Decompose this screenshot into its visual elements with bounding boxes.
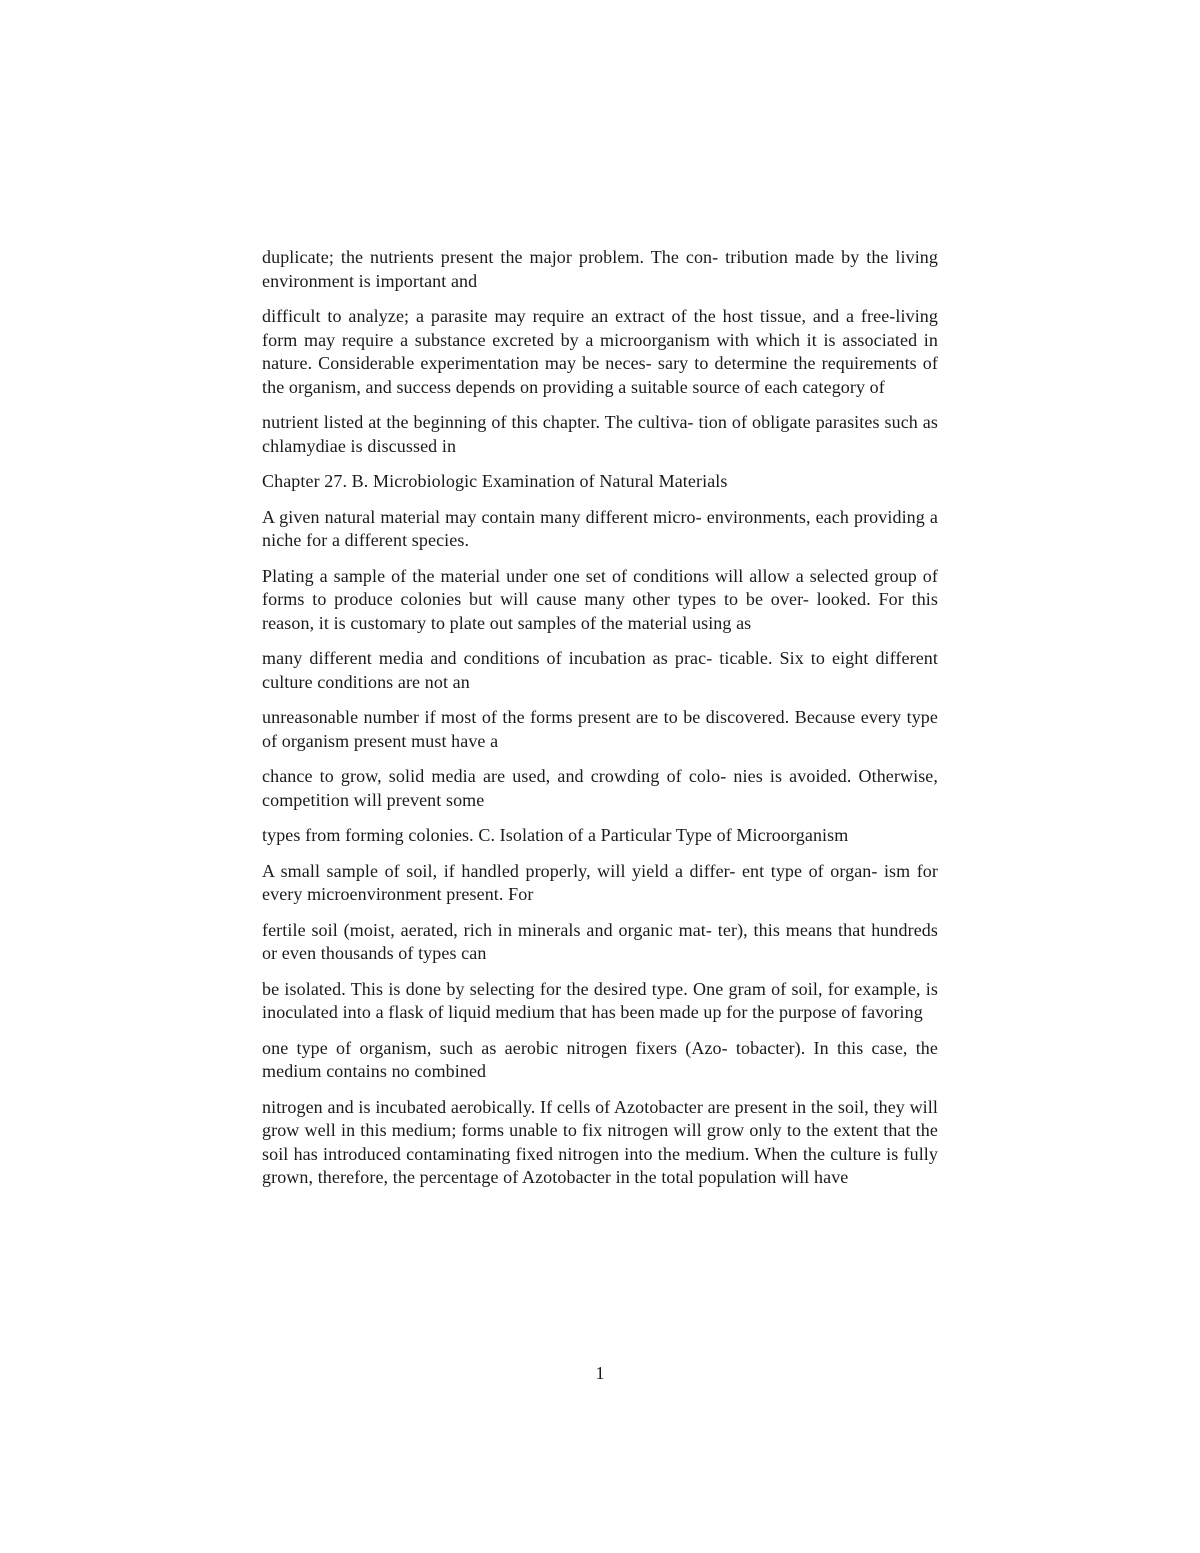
paragraph-6: Plating a sample of the material under one set of conditions will allow a selected group of forms to produce colonies but will cause many other types to be over- looked. For this reason, it is customary to plate out samples of the material using as — [262, 565, 938, 633]
paragraph-2: difficult to analyze; a parasite may require an extract of the host tissue, and a free-living form may require a substance excreted by a microorganism with which it is associated in nature. Considerable experimentation may be neces- sary to determine the requirements of the organism, and success depends on providing a suitable source of each category of — [262, 306, 938, 397]
body-text — [262, 246, 938, 1202]
paragraph-12: fertile soil (moist, aerated, rich in minerals and organic mat- ter), this means that hundreds or even thousands of types can — [262, 919, 938, 963]
paragraph-5: A given natural material may contain many different micro- environments, each providing a niche for a different species. — [262, 506, 938, 550]
paragraph-3: nutrient listed at the beginning of this chapter. The cultiva- tion of obligate parasites such as chlamydiae is discussed in — [262, 412, 938, 456]
paragraph-11: A small sample of soil, if handled properly, will yield a differ- ent type of organ- ism for every microenvironment present. For — [262, 860, 938, 904]
paragraph-1: duplicate; the nutrients present the major problem. The con- tribution made by the living environment is important and — [262, 247, 938, 291]
section-heading-c: types from forming colonies. C. Isolation of a Particular Type of Microorganism — [262, 825, 849, 845]
page-number: 1 — [595, 1363, 605, 1383]
section-heading-b: Chapter 27. B. Microbiologic Examination of Natural Materials — [262, 471, 728, 491]
paragraph-9: chance to grow, solid media are used, and crowding of colo- nies is avoided. Otherwise, competition will prevent some — [262, 766, 938, 810]
paragraph-7: many different media and conditions of incubation as prac- ticable. Six to eight different culture conditions are not an — [262, 648, 938, 692]
paragraph-8: unreasonable number if most of the forms present are to be discovered. Because every type of organism present must have a — [262, 707, 938, 751]
paragraph-14: one type of organism, such as aerobic nitrogen fixers (Azo- tobacter). In this case, the medium contains no combined — [262, 1037, 938, 1081]
paragraph-13: be isolated. This is done by selecting for the desired type. One gram of soil, for example, is inoculated into a flask of liquid medium that has been made up for the purpose of favoring — [262, 978, 938, 1022]
paragraph-15: nitrogen and is incubated aerobically. If cells of Azotobacter are present in the soil, they will grow well in this medium; forms unable to fix nitrogen will grow only to the extent that the soil has introduced contaminating fixed nitrogen into the medium. When the culture is fully grown, therefore, the percentage of Azotobacter in the total population will have — [262, 1096, 938, 1187]
